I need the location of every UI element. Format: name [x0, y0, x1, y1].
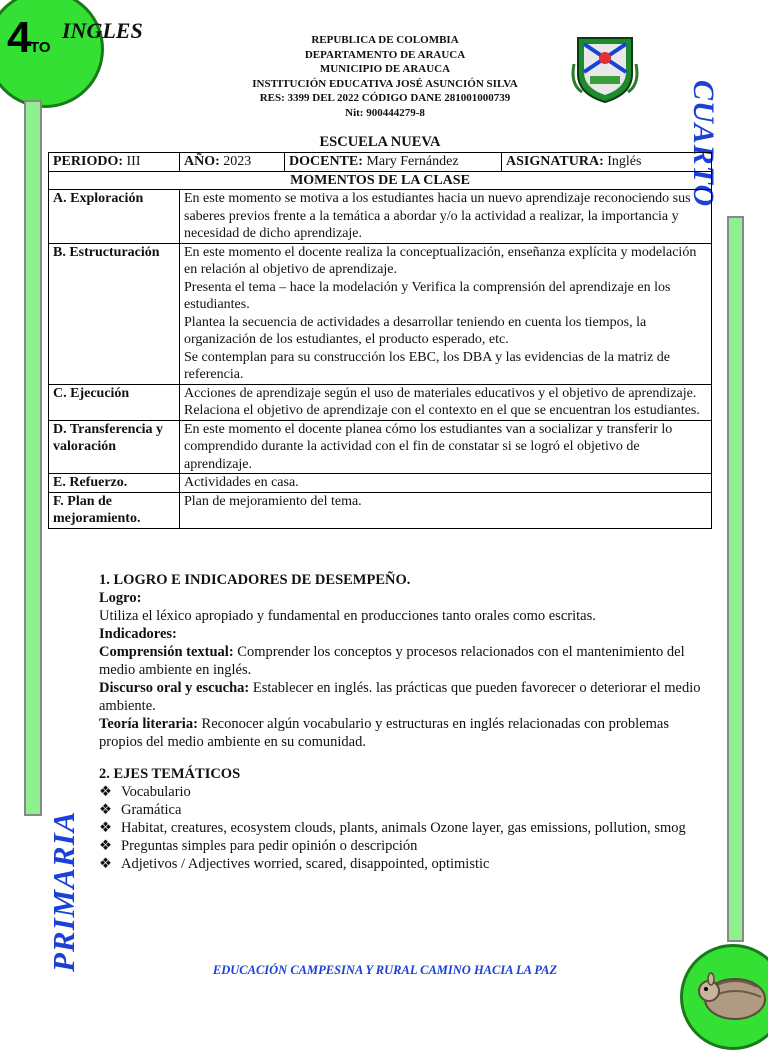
moment-text: En este momento el docente planea cómo los estudiantes van a socializar y transferir lo comprendido durante la actividad con el fin de constatar si se logró el objetivo de aprendizaje. — [180, 420, 712, 474]
right-decorative-bar — [727, 216, 744, 942]
moment-text: En este momento se motiva a los estudiantes hacia un nuevo aprendizaje reconociendo sus saberes previos frente a la temática a abordar y/o la actividad a realizar, la importancia y necesidad de dicho aprendizaje. — [180, 190, 712, 244]
section-title: 1. LOGRO E INDICADORES DE DESEMPEÑO. — [99, 572, 411, 588]
school-crest-icon — [570, 34, 640, 104]
asignatura-cell: ASIGNATURA: Inglés — [502, 153, 712, 172]
subject-title: INGLES — [62, 18, 143, 43]
grade-number: 4 — [7, 13, 32, 62]
moment-label: B. Estructuración — [49, 243, 180, 384]
diamond-bullet-icon: ❖ — [99, 838, 112, 854]
list-item: ❖ Adjetivos / Adjectives worried, scared, disappointed, optimistic — [99, 856, 490, 872]
diamond-bullet-icon: ❖ — [99, 856, 112, 872]
diamond-bullet-icon: ❖ — [99, 802, 112, 818]
list-item: ❖ Habitat, creatures, ecosystem clouds, plants, animals Ozone layer, gas emissions, pollution, smog — [99, 820, 686, 836]
info-row — [49, 153, 712, 172]
table-row — [49, 474, 712, 493]
list-item: ❖ Vocabulario — [99, 784, 191, 800]
armadillo-icon — [680, 944, 768, 1050]
table-row — [49, 243, 712, 384]
institution-header — [220, 33, 550, 120]
table-row — [49, 492, 712, 528]
anio-cell: AÑO: 2023 — [180, 153, 285, 172]
periodo-cell: PERIODO: III — [49, 153, 180, 172]
table-row — [49, 190, 712, 244]
left-decorative-bar — [24, 100, 42, 816]
moments-header-row — [49, 171, 712, 190]
list-item: ❖ Preguntas simples para pedir opinión o descripción — [99, 838, 418, 854]
moment-label: C. Ejecución — [49, 384, 180, 420]
indicator-item: Comprensión textual: Comprender los conceptos y procesos relacionados con el mantenimiento del medio ambiente en inglés. — [99, 644, 685, 678]
moment-label: E. Refuerzo. — [49, 474, 180, 493]
moment-text: Acciones de aprendizaje según el uso de materiales educativos y el objetivo de aprendizaje. Relaciona el objetivo de aprendizaje con el contexto en el que se encuentran los estudiantes. — [180, 384, 712, 420]
logro-label: Logro: — [99, 590, 142, 606]
indicator-item: Discurso oral y escucha: Establecer en inglés. las prácticas que pueden favorecer o deteriorar el medio ambiente. — [99, 680, 701, 714]
indicadores-label: Indicadores: — [99, 626, 177, 642]
header-line: DEPARTAMENTO DE ARAUCA — [304, 48, 466, 61]
logro-text: Utiliza el léxico apropiado y fundamental en producciones tanto orales como escritas. — [99, 608, 596, 624]
table-row — [49, 420, 712, 474]
table-row — [49, 384, 712, 420]
header-line: REPUBLICA DE COLOMBIA — [311, 34, 459, 46]
moment-text: Plan de mejoramiento del tema. — [180, 492, 712, 528]
moment-label: A. Exploración — [49, 190, 180, 244]
header-line: MUNICIPIO DE ARAUCA — [319, 63, 451, 75]
cuarto-vertical-label: CUARTO — [687, 80, 720, 208]
grade-suffix: TO — [30, 39, 51, 56]
moment-label: F. Plan de mejoramiento. — [49, 492, 180, 528]
moment-text: En este momento el docente realiza la conceptualización, enseñanza explícita y modelación en relación al objetivo de aprendizaje. Presenta el tema – hace la modelación y Verifica la comprensión del aprendizaje en los estudiantes. Plantea la secuencia de actividades a desarrollar teniendo en cuenta los tiempos, la organización de los estudiantes, el producto esperado, etc. Se contemplan para su construcción los EBC, los DBA y las evidencias de la matriz de referencia. — [180, 243, 712, 384]
moments-title: MOMENTOS DE LA CLASE — [49, 171, 712, 190]
diamond-bullet-icon: ❖ — [99, 784, 112, 800]
header-line: INSTITUCIÓN EDUCATIVA JOSÉ ASUNCIÓN SILVA — [252, 77, 518, 90]
grade-badge — [0, 0, 104, 108]
header-line: Nit: 900444279-8 — [345, 106, 425, 119]
indicator-item: Teoría literaria: Reconocer algún vocabulario y estructuras en inglés relacionadas con problemas propios del medio ambiente en su comunidad. — [99, 716, 669, 750]
class-plan-table — [48, 152, 712, 529]
section-title: 2. EJES TEMÁTICOS — [99, 766, 241, 782]
primaria-vertical-label: PRIMARIA — [46, 810, 81, 972]
moment-label: D. Transferencia y valoración — [49, 420, 180, 474]
diamond-bullet-icon: ❖ — [99, 820, 112, 836]
school-type-title: ESCUELA NUEVA — [319, 134, 441, 150]
footer-slogan: EDUCACIÓN CAMPESINA Y RURAL CAMINO HACIA LA PAZ — [212, 963, 558, 977]
moment-text: Actividades en casa. — [180, 474, 712, 493]
header-line: RES: 3399 DEL 2022 CÓDIGO DANE 281001000739 — [259, 92, 511, 104]
content-section — [99, 571, 715, 873]
docente-cell: DOCENTE: Mary Fernández — [285, 153, 502, 172]
list-item: ❖ Gramática — [99, 802, 182, 818]
topics-list — [99, 783, 715, 873]
